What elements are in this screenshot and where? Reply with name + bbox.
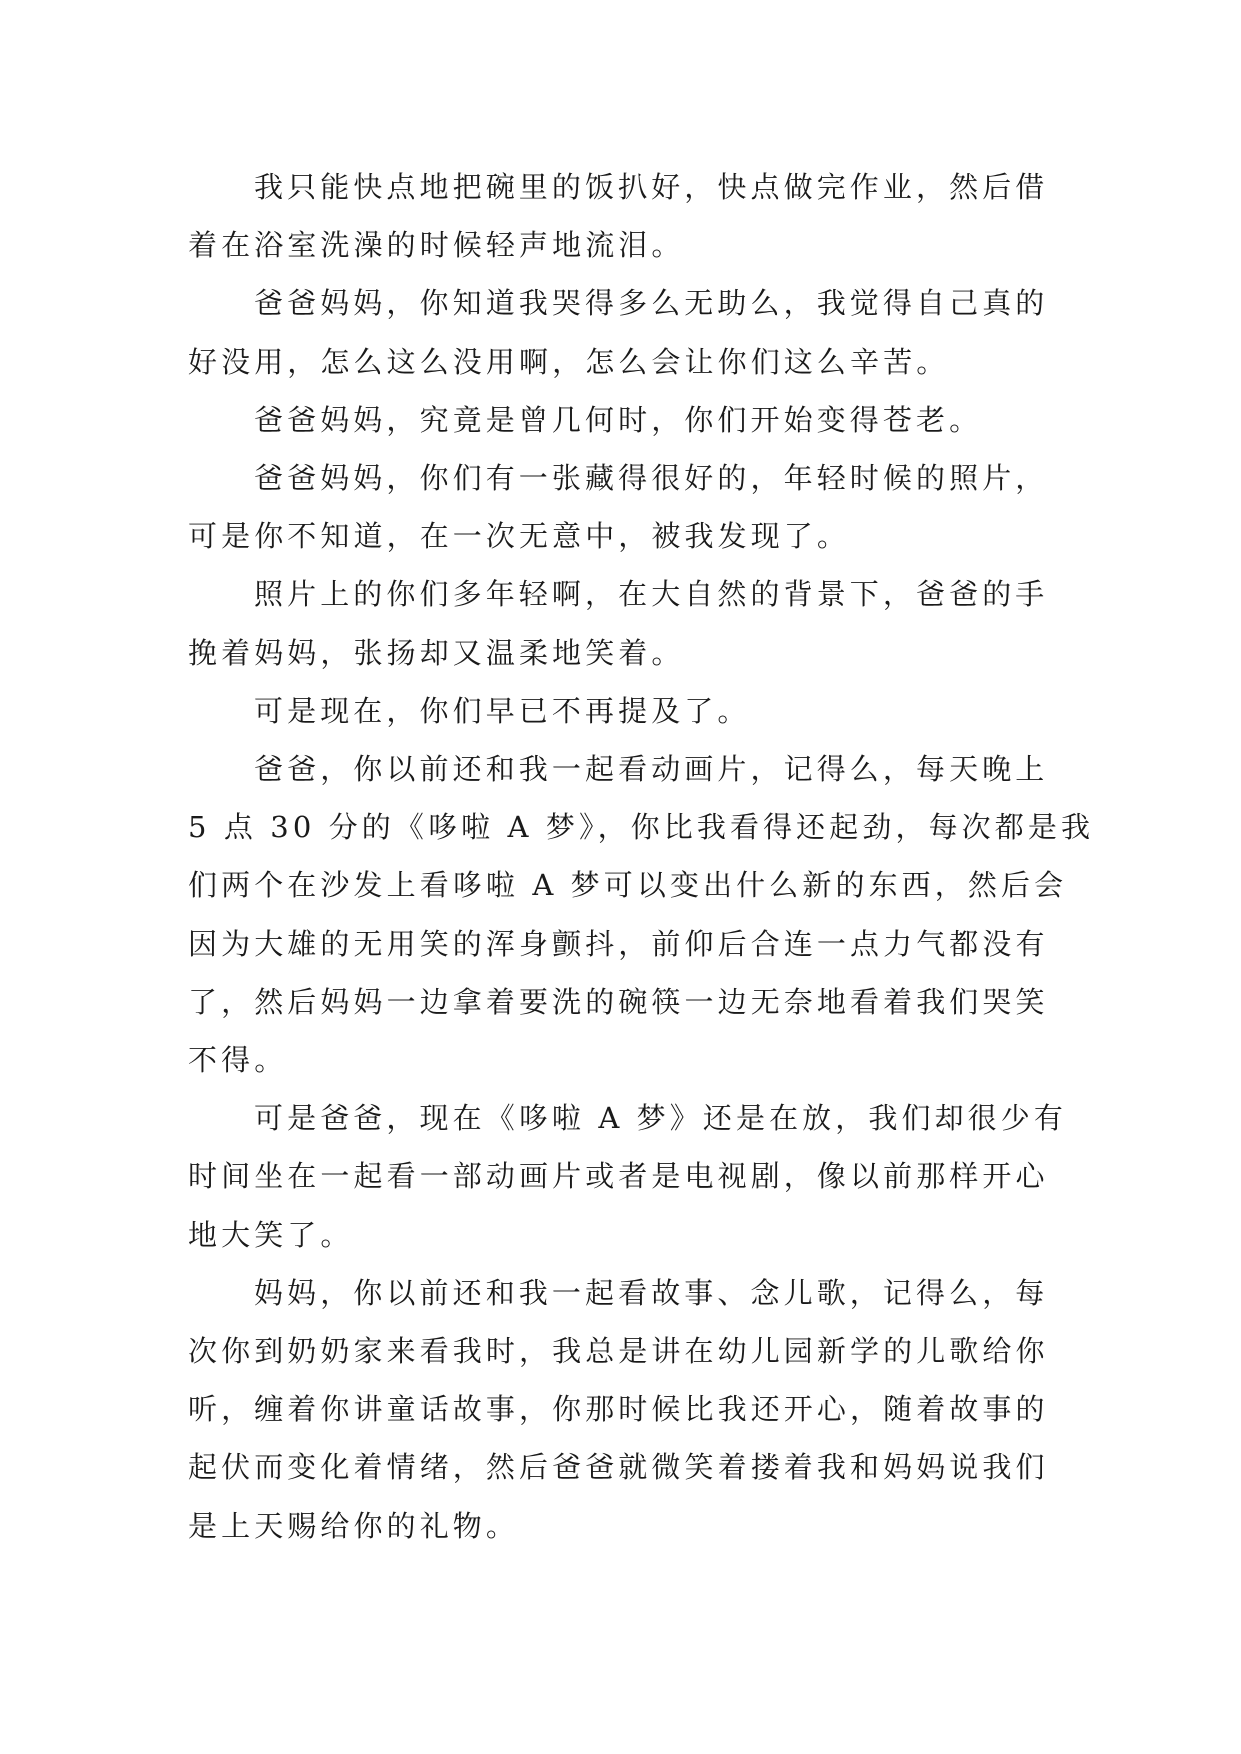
paragraph-1 [188,158,1048,274]
text-line: 可是现在，你们早已不再提及了。 [254,693,751,728]
paragraph-4 [188,449,1048,565]
text-line: 我只能快点地把碗里的饭扒好，快点做完作业，然后借 [254,170,1049,204]
text-line: 起伏而变化着情绪，然后爸爸就微笑着搂着我和妈妈说我们 [188,1450,1049,1485]
text-line: 地大笑了。 [188,1217,354,1252]
document-page [188,158,1095,1555]
text-line: 听，缠着你讲童话故事，你那时候比我还开心，随着故事的 [188,1392,1049,1427]
paragraph-9 [188,1264,1048,1555]
text-line: 是上天赐给你的礼物。 [188,1508,520,1543]
paragraph-8 [188,1089,1067,1264]
text-line: 了，然后妈妈一边拿着要洗的碗筷一边无奈地看着我们哭笑 [188,984,1049,1019]
text-line: 时间坐在一起看一部动画片或者是电视剧，像以前那样开心 [188,1159,1049,1194]
paragraph-7 [188,740,1095,1089]
text-line: 爸爸妈妈，你们有一张藏得很好的，年轻时候的照片， [254,461,1049,496]
text-line: 妈妈，你以前还和我一起看故事、念儿歌，记得么，每 [254,1275,1049,1310]
text-line: 因为大雄的无用笑的浑身颤抖，前仰后合连一点力气都没有 [188,926,1049,961]
text-line: 照片上的你们多年轻啊，在大自然的背景下，爸爸的手 [254,577,1049,612]
text-line: 挽着妈妈，张扬却又温柔地笑着。 [188,635,685,670]
text-line: 可是你不知道，在一次无意中，被我发现了。 [188,519,851,554]
paragraph-3 [188,391,1048,449]
text-line: 5 点 30 分的《哆啦 A 梦》，你比我看得还起劲，每次都是我 [188,810,1095,845]
text-line: 不得。 [188,1043,288,1078]
text-line: 可是爸爸，现在《哆啦 A 梦》还是在放，我们却很少有 [254,1101,1067,1136]
text-line: 们两个在沙发上看哆啦 A 梦可以变出什么新的东西，然后会 [188,868,1068,903]
paragraph-6 [188,682,1048,740]
paragraph-2 [188,274,1048,390]
paragraph-5 [188,565,1048,681]
text-line: 次你到奶奶家来看我时，我总是讲在幼儿园新学的儿歌给你 [188,1334,1049,1369]
text-line: 着在浴室洗澡的时候轻声地流泪。 [188,228,685,263]
text-line: 爸爸，你以前还和我一起看动画片，记得么，每天晚上 [254,752,1049,787]
text-line: 爸爸妈妈，究竟是曾几何时，你们开始变得苍老。 [254,402,983,437]
text-line: 好没用，怎么这么没用啊，怎么会让你们这么辛苦。 [188,344,950,379]
text-line: 爸爸妈妈，你知道我哭得多么无助么，我觉得自己真的 [254,286,1049,321]
